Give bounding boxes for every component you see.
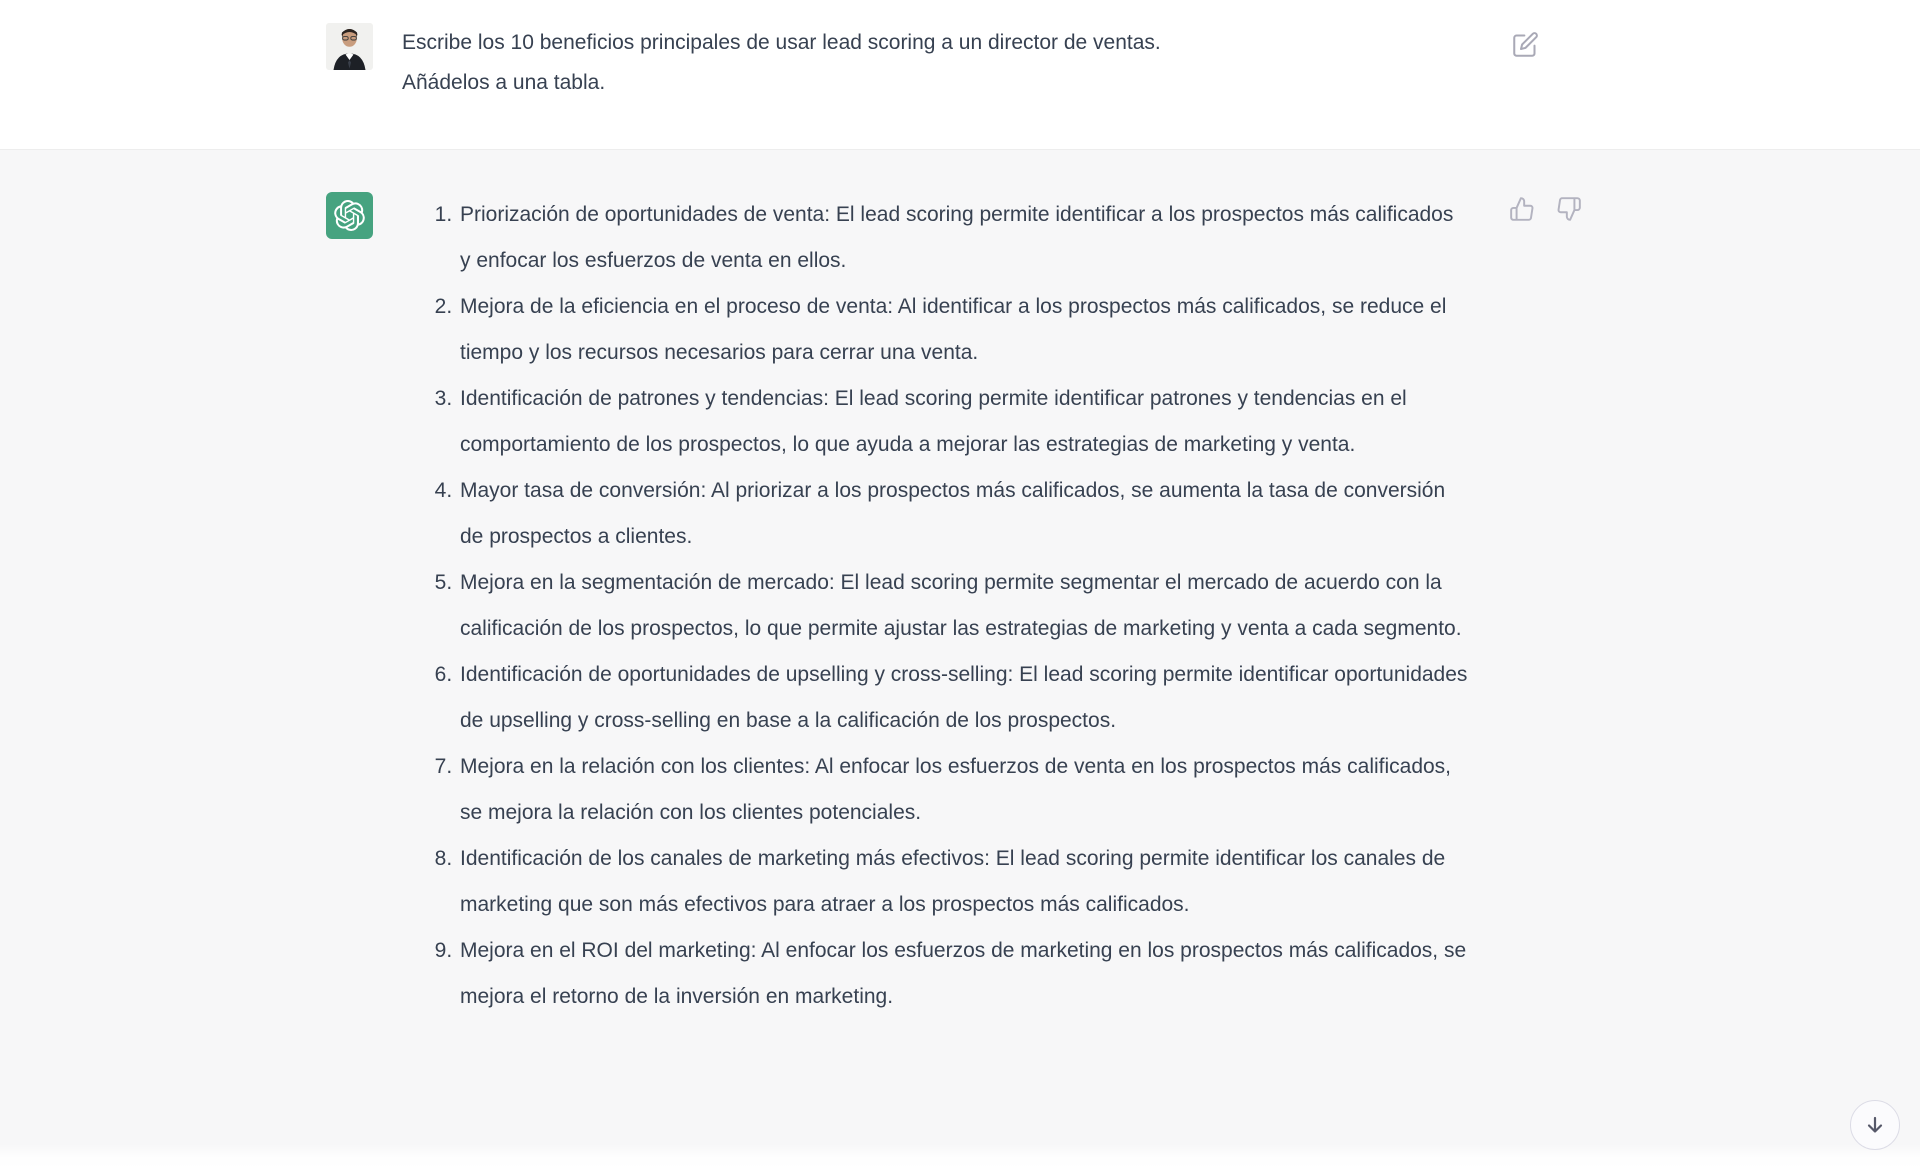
list-item: 9. Mejora en el ROI del marketing: Al enfocar los esfuerzos de marketing en los prospectos más calificados, se mejora el retorno de la inversión en marketing. bbox=[458, 928, 1468, 1020]
list-item: 2. Mejora de la eficiencia en el proceso de venta: Al identificar a los prospectos más calificados, se reduce el tiempo y los recursos necesarios para cerrar una venta. bbox=[458, 284, 1468, 376]
edit-pencil-icon bbox=[1512, 31, 1539, 58]
chatgpt-avatar bbox=[326, 192, 373, 239]
thumbs-up-icon bbox=[1509, 196, 1535, 222]
list-item: 3. Identificación de patrones y tendencias: El lead scoring permite identificar patrones y tendencias en el comportamiento de los prospectos, lo que ayuda a mejorar las estrategias de marketing y venta. bbox=[458, 376, 1468, 468]
user-message-line: Añádelos a una tabla. bbox=[402, 71, 606, 94]
list-item: 8. Identificación de los canales de marketing más efectivos: El lead scoring permite identificar los canales de marketing que son más efectivos para atraer a los prospectos más calificados. bbox=[458, 836, 1468, 928]
assistant-message-text bbox=[402, 192, 1686, 1020]
user-avatar bbox=[326, 23, 373, 70]
list-item: 5. Mejora en la segmentación de mercado: El lead scoring permite segmentar el mercado de acuerdo con la calificación de los prospectos, lo que permite ajustar las estrategias de marketing y venta a cada segmento. bbox=[458, 560, 1468, 652]
list-item: 1. Priorización de oportunidades de venta: El lead scoring permite identificar a los prospectos más calificados y enfocar los esfuerzos de venta en ellos. bbox=[458, 192, 1468, 284]
benefits-list bbox=[402, 192, 1468, 1020]
thumbs-down-button[interactable] bbox=[1556, 196, 1582, 222]
openai-logo-icon bbox=[334, 200, 365, 231]
assistant-message-row bbox=[0, 150, 1920, 1174]
scroll-to-bottom-button[interactable] bbox=[1850, 1100, 1900, 1150]
thumbs-down-icon bbox=[1556, 196, 1582, 222]
user-message-row bbox=[0, 0, 1920, 150]
user-message-line: Escribe los 10 beneficios principales de usar lead scoring a un director de ventas. bbox=[402, 31, 1161, 54]
list-item: 7. Mejora en la relación con los clientes: Al enfocar los esfuerzos de venta en los prospectos más calificados, se mejora la relación con los clientes potenciales. bbox=[458, 744, 1468, 836]
arrow-down-icon bbox=[1863, 1113, 1887, 1137]
feedback-buttons bbox=[1509, 196, 1582, 222]
user-message-text bbox=[402, 23, 1522, 103]
user-photo-icon bbox=[326, 23, 373, 70]
list-item: 6. Identificación de oportunidades de upselling y cross-selling: El lead scoring permite identificar oportunidades de upselling y cross-selling en base a la calificación de los prospectos. bbox=[458, 652, 1468, 744]
thumbs-up-button[interactable] bbox=[1509, 196, 1535, 222]
list-item: 4. Mayor tasa de conversión: Al priorizar a los prospectos más calificados, se aumenta la tasa de conversión de prospectos a clientes. bbox=[458, 468, 1468, 560]
edit-message-button[interactable] bbox=[1512, 31, 1539, 58]
